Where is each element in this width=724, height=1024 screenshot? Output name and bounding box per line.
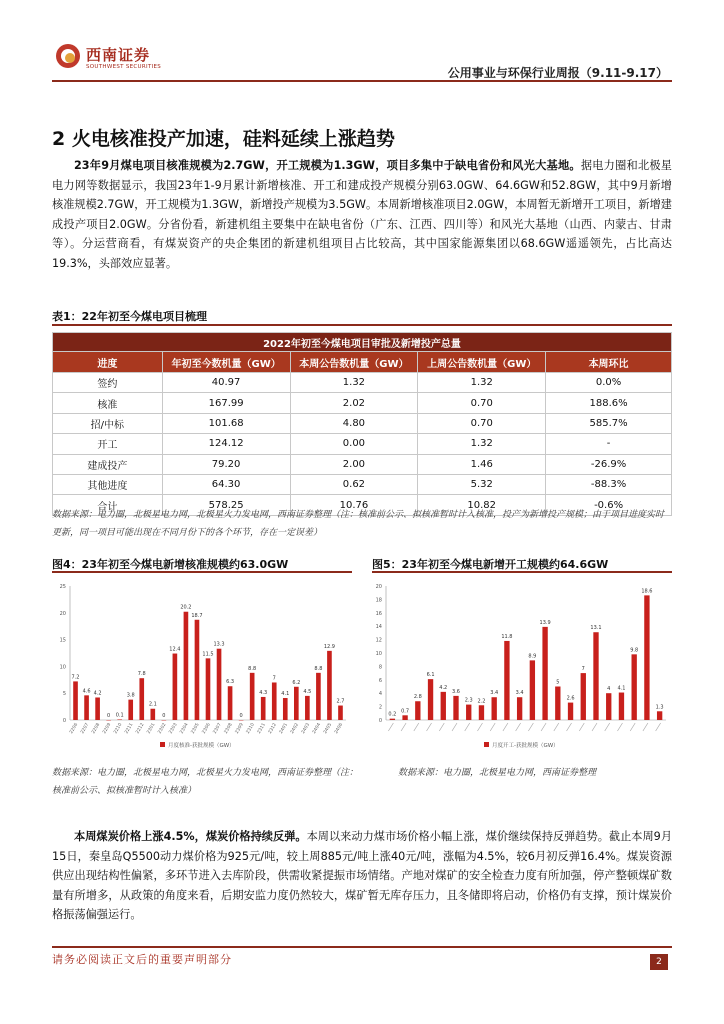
table-cell: -: [546, 434, 672, 454]
bar-value-label: 3.4: [490, 690, 499, 697]
x-tick-label: 2208: [91, 722, 102, 735]
bar-value-label: 4.3: [259, 689, 268, 696]
bar: [542, 627, 547, 720]
figure-5-caption: 图5：23年初至今煤电新增开工规模约64.6GW: [372, 558, 609, 571]
bar: [606, 693, 611, 720]
bar-value-label: 3.8: [126, 692, 135, 699]
x-tick-mark: [643, 723, 648, 731]
x-tick-mark: [414, 723, 419, 731]
y-tick-label: 5: [62, 691, 66, 698]
bar: [644, 595, 649, 720]
bar: [441, 692, 446, 720]
table-cell: 1.46: [418, 454, 546, 474]
paragraph-2: [52, 827, 672, 925]
x-tick-mark: [567, 723, 572, 731]
bar-value-label: 1.3: [655, 704, 664, 711]
bar-value-label: 2.6: [566, 695, 575, 702]
bar: [632, 654, 637, 720]
x-tick-mark: [528, 723, 533, 731]
table-cell: 开工: [53, 434, 163, 454]
x-tick-mark: [427, 723, 432, 731]
x-tick-mark: [503, 723, 508, 731]
table-row: [53, 474, 672, 494]
bar-value-label: 12.9: [323, 643, 336, 650]
x-tick-mark: [465, 723, 470, 731]
bar: [619, 693, 624, 720]
x-tick-mark: [541, 723, 546, 731]
table-row: [53, 393, 672, 413]
table-cell: 10.76: [290, 495, 418, 515]
y-tick-label: 16: [375, 610, 382, 617]
table-cell: 建成投产: [53, 454, 163, 474]
bar-value-label: 0.7: [401, 708, 410, 715]
bar: [305, 696, 310, 720]
y-tick-label: 8: [378, 664, 382, 671]
bar-value-label: 6.1: [426, 672, 435, 679]
bar: [428, 679, 433, 720]
bar-value-label: 3.6: [452, 688, 460, 695]
bar: [338, 706, 343, 720]
x-tick-label: 2303: [168, 722, 179, 735]
bar-value-label: 2.8: [413, 694, 422, 701]
bar: [95, 697, 100, 720]
bar-value-label: 6.3: [226, 679, 235, 686]
table-cell: 合计: [53, 495, 163, 515]
table-cell: 578.25: [162, 495, 290, 515]
x-tick-mark: [401, 723, 406, 731]
paragraph-1-body: 据电力圈和北极星电力网等数据显示，我国23年1-9月累计新增核准、开工和建成投产规模分别63.0GW、64.6GW和52.8GW，其中9月新增核准规模2.7GW，开工规模为1.3GW，新增投产规模为3.5GW。本周新增核准项目2.0GW，本周暂无新增开工项目，新增建成投产项目2.0GW。分省份看，新建机组主要集中在缺电省份（广东、江西、四川等）和风光大基地（山西、内蒙古、甘肃等）。分运营商看，有煤炭资产的央企集团的新建机组项目占比较高，其中国家能源集团以68.6GW遥遥领先，占比高达19.3%，头部效应显著。: [52, 159, 672, 270]
legend-swatch: [484, 742, 489, 747]
bar: [657, 711, 662, 720]
bar: [466, 705, 471, 720]
table-header-cell: 本周环比: [546, 352, 672, 373]
x-tick-mark: [490, 723, 495, 731]
bar: [206, 658, 211, 720]
x-tick-label: 2311: [256, 722, 267, 735]
paragraph-2-body: 本周以来动力煤市场价格小幅上涨，煤价继续保持反弹趋势。截止本周9月15日，秦皇岛Q5500动力煤价格为925元/吨，较上周885元/吨上涨40元/吨，涨幅为4.5%，较6月初反弹16.4%。煤炭资源供应出现结构性偏紧，多环节进入去库阶段，供需收紧提振市场情绪。产地对煤矿的安全检查力度有所加强，停产整顿煤矿数量有所增多，从政策的角度来看，后期安监力度仍然较大，煤矿暂无库存压力，且冬储即将启动，价格仍有支撑，预计煤炭价格振荡偏强运行。: [52, 830, 673, 921]
x-tick-label: 2302: [157, 722, 168, 735]
bar: [195, 620, 200, 720]
bar: [217, 649, 222, 720]
figure-4-source: 数据来源：电力圈，北极星电力网，北极星火力发电网，西南证券整理（注：核准前公示、拟核准暂时计入核准）: [52, 768, 359, 796]
logo-subtext: SOUTHWEST SECURITIES: [86, 64, 162, 70]
x-tick-label: 2304: [179, 722, 190, 735]
bar-value-label: 8.9: [528, 653, 537, 660]
bar: [316, 673, 321, 720]
x-tick-mark: [579, 723, 584, 731]
x-tick-label: 2406: [334, 722, 345, 735]
table-cell: 0.70: [418, 413, 546, 433]
paragraph-2-lead: 本周煤炭价格上涨4.5%，煤炭价格持续反弹。: [74, 830, 307, 843]
figure-4-chart: [56, 578, 352, 758]
bar: [327, 651, 332, 720]
y-tick-label: 18: [375, 597, 382, 604]
y-tick-label: 20: [375, 584, 382, 590]
bar: [555, 687, 560, 721]
y-tick-label: 6: [378, 677, 382, 684]
bar-value-label: 0: [162, 713, 166, 719]
x-tick-label: 2211: [124, 722, 135, 735]
figure-4-divider: [52, 571, 352, 573]
bar-value-label: 4.5: [303, 688, 312, 695]
y-tick-label: 15: [59, 637, 66, 644]
bar: [568, 703, 573, 720]
y-tick-label: 0: [62, 718, 66, 724]
table-note: 数据来源：电力圈，北极星电力网，北极星火力发电网，西南证券整理（注：核准前公示、拟核准暂时计入核准，投产为新增投产规模；由于项目进度实时更新，同一项目可能出现在不同月份下的各个环节，存在一定误差）: [52, 510, 665, 538]
table-super-header: 2022年初至今煤电项目审批及新增投产总量: [53, 333, 672, 352]
x-tick-label: 2307: [212, 722, 223, 735]
y-tick-label: 12: [375, 637, 382, 644]
bar-value-label: 8.8: [314, 665, 323, 672]
bar: [530, 660, 535, 720]
bar: [117, 719, 122, 720]
x-tick-label: 2403: [301, 722, 312, 735]
table-row: [53, 434, 672, 454]
footer-divider: [52, 946, 672, 948]
table-header-cell: 年初至今数机量（GW）: [162, 352, 290, 373]
bar: [517, 697, 522, 720]
table-cell: 招/中标: [53, 413, 163, 433]
table-cell: 0.70: [418, 393, 546, 413]
x-tick-mark: [630, 723, 635, 731]
coal-project-table: [52, 332, 672, 516]
bar: [128, 700, 133, 720]
table-cell: 核准: [53, 393, 163, 413]
table-cell: 167.99: [162, 393, 290, 413]
bar-value-label: 4: [607, 686, 611, 693]
table-cell: 585.7%: [546, 413, 672, 433]
table-cell: 5.32: [418, 474, 546, 494]
bar: [593, 632, 598, 720]
bar-value-label: 4.6: [82, 688, 91, 695]
bar: [479, 705, 484, 720]
bar: [261, 697, 266, 720]
table-cell: 0.62: [290, 474, 418, 494]
x-tick-label: 2305: [190, 722, 201, 735]
bar-value-label: 4.2: [93, 690, 102, 697]
table-cell: 1.32: [418, 434, 546, 454]
bar-value-label: 20.2: [180, 604, 192, 611]
x-tick-label: 2309: [234, 722, 245, 735]
bar-value-label: 4.1: [617, 685, 626, 692]
table-cell: 签约: [53, 373, 163, 393]
bar-value-label: 2.1: [148, 701, 157, 708]
x-tick-mark: [388, 723, 393, 731]
table-row: [53, 454, 672, 474]
x-tick-mark: [656, 723, 661, 731]
table-header-cell: 进度: [53, 352, 163, 373]
bar: [294, 687, 299, 720]
x-tick-label: 2404: [312, 722, 323, 735]
x-tick-label: 2402: [289, 722, 301, 735]
legend-label: 月度开工-获批规模（GW）: [492, 743, 559, 749]
bar-value-label: 0: [107, 713, 111, 719]
y-tick-label: 4: [378, 691, 382, 698]
table-cell: -0.6%: [546, 495, 672, 515]
figure-5-chart: [372, 578, 672, 758]
table-cell: 79.20: [162, 454, 290, 474]
figure-5-source: 数据来源：电力圈，北极星电力网，西南证券整理: [398, 768, 597, 778]
bar: [390, 719, 395, 720]
table-row: [53, 413, 672, 433]
table-cell: 2.02: [290, 393, 418, 413]
table-cell: -26.9%: [546, 454, 672, 474]
figure-4-caption: 图4：23年初至今煤电新增核准规模约63.0GW: [52, 558, 289, 571]
paragraph-1-lead: 23年9月煤电项目核准规模为2.7GW，开工规模为1.3GW，项目多集中于缺电省份和风光大基地。: [74, 159, 581, 172]
bar: [415, 701, 420, 720]
y-tick-label: 20: [59, 610, 66, 617]
bar-value-label: 7: [581, 666, 585, 673]
bar-value-label: 2.2: [477, 698, 486, 705]
bar: [581, 673, 586, 720]
report-title: 公用事业与环保行业周报（9.11-9.17）: [447, 66, 668, 80]
table-cell: 10.82: [418, 495, 546, 515]
footer-notice: 请务必阅读正文后的重要声明部分: [52, 953, 232, 966]
x-tick-mark: [477, 723, 482, 731]
y-tick-label: 0: [378, 718, 382, 724]
x-tick-mark: [592, 723, 597, 731]
bar-value-label: 8.8: [248, 665, 257, 672]
bar-value-label: 0.2: [388, 711, 397, 718]
y-tick-label: 10: [375, 651, 382, 657]
figure-5-divider: [372, 571, 672, 573]
bar: [173, 654, 178, 720]
table-cell: 64.30: [162, 474, 290, 494]
bar: [150, 709, 155, 720]
table-cell: 2.00: [290, 454, 418, 474]
table-cell: 其他进度: [53, 474, 163, 494]
x-tick-label: 2306: [201, 722, 212, 735]
bar-value-label: 2.7: [336, 698, 345, 705]
bar: [504, 641, 509, 720]
x-tick-mark: [605, 723, 610, 731]
bar-value-label: 11.8: [501, 633, 513, 640]
y-tick-label: 10: [59, 664, 66, 671]
bar: [453, 696, 458, 720]
table-cell: 124.12: [162, 434, 290, 454]
x-tick-label: 2301: [146, 722, 157, 735]
table-cell: 40.97: [162, 373, 290, 393]
x-tick-label: 2310: [245, 722, 256, 735]
bar: [492, 697, 497, 720]
bar-value-label: 9.8: [630, 647, 639, 654]
bar-value-label: 4.1: [281, 691, 290, 698]
x-tick-label: 2207: [80, 722, 91, 735]
bar-value-label: 7.2: [71, 674, 80, 681]
bar-value-label: 13.3: [213, 641, 225, 648]
legend-label: 月度核准-获批规模（GW）: [168, 743, 235, 749]
bar-value-label: 7.8: [137, 671, 146, 678]
table-cell: 0.00: [290, 434, 418, 454]
x-tick-label: 2312: [267, 722, 278, 735]
bar: [283, 698, 288, 720]
bar-value-label: 6.2: [292, 679, 301, 686]
y-tick-label: 14: [375, 624, 382, 631]
x-tick-mark: [554, 723, 559, 731]
table-cell: 101.68: [162, 413, 290, 433]
x-tick-label: 2210: [113, 722, 124, 735]
bar-value-label: 18.6: [641, 588, 653, 595]
header-divider: [52, 80, 672, 82]
logo-text: 西南证券: [86, 46, 151, 64]
bar-value-label: 0: [239, 713, 243, 719]
bar-value-label: 18.7: [191, 612, 203, 619]
bar-value-label: 13.9: [539, 619, 551, 626]
y-tick-label: 2: [378, 704, 382, 711]
table-cell: 0.0%: [546, 373, 672, 393]
x-tick-mark: [617, 723, 622, 731]
bar: [84, 695, 89, 720]
bar-value-label: 4.2: [439, 684, 448, 691]
bar-value-label: 3.4: [515, 690, 524, 697]
paragraph-1: [52, 156, 672, 273]
bar-value-label: 5: [556, 679, 560, 686]
bar: [402, 715, 407, 720]
bar: [228, 686, 233, 720]
table-row: [53, 373, 672, 393]
table-header-cell: 上周公告数机量（GW）: [418, 352, 546, 373]
bar: [184, 612, 189, 720]
table-cell: 1.32: [290, 373, 418, 393]
bar-value-label: 13.1: [590, 625, 602, 632]
section-heading: 2 火电核准投产加速，硅料延续上涨趋势: [52, 128, 395, 150]
table-caption-divider: [52, 324, 672, 326]
bar-value-label: 2.3: [464, 697, 473, 704]
bar: [139, 678, 144, 720]
bar-value-label: 11.5: [202, 651, 214, 658]
table-header-cell: 本周公告数机量（GW）: [290, 352, 418, 373]
bar: [272, 682, 277, 720]
table-caption: 表1：22年初至今煤电项目梳理: [52, 310, 207, 323]
x-tick-mark: [516, 723, 521, 731]
x-tick-mark: [452, 723, 457, 731]
bar-value-label: 0.1: [115, 712, 124, 719]
bar-value-label: 12.4: [169, 646, 181, 653]
x-tick-label: 2212: [135, 722, 146, 735]
table-cell: -88.3%: [546, 474, 672, 494]
x-tick-label: 2405: [323, 722, 334, 735]
bar: [250, 673, 255, 720]
x-tick-mark: [439, 723, 444, 731]
x-tick-label: 2401: [278, 722, 290, 735]
x-tick-label: 2209: [102, 722, 113, 735]
legend-swatch: [160, 742, 165, 747]
y-tick-label: 25: [59, 584, 66, 590]
table-cell: 1.32: [418, 373, 546, 393]
bar: [73, 681, 78, 720]
x-tick-label: 2308: [223, 722, 234, 735]
bar-value-label: 7: [272, 675, 276, 682]
table-cell: 188.6%: [546, 393, 672, 413]
logo-icon: [56, 44, 80, 68]
table-cell: 4.80: [290, 413, 418, 433]
page-number: 2: [650, 954, 668, 970]
x-tick-label: 2206: [69, 722, 80, 735]
